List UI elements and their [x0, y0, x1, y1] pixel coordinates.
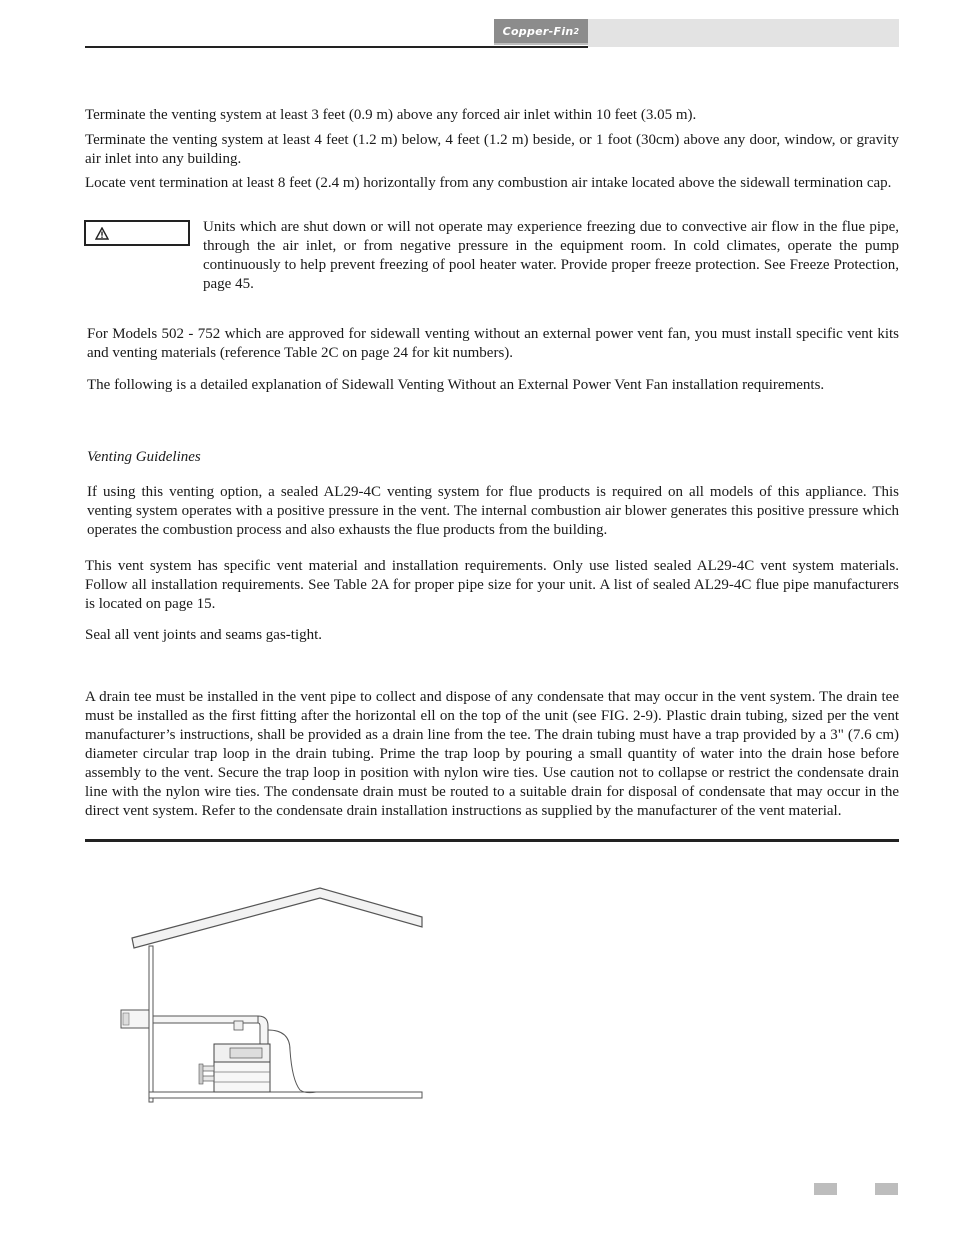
warning-triangle-icon	[95, 227, 109, 240]
paragraph-drain-tee: A drain tee must be installed in the vent pipe to collect and dispose of any condensate that may occur in the vent system. The drain tee must be installed as the first fitting after the horizontal ell on the top of the unit (see FIG. 2-9). Plastic drain tubing, sized per the vent manufacturer’s instructions, shall be provided as a drain line from the tee. The drain tubing must have a trap provided by a 3" (7.6 cm) diameter circular trap loop in the drain tubing. Prime the trap loop by pouring a small quantity of water into the drain hose before assembly to the vent. Secure the trap loop in position with nylon wire ties. Use caution not to collapse or restrict the condensate drain line with the nylon wire ties. The condensate drain must be routed to a suitable drain for disposal of condensate that may occur in the direct vent system. Refer to the condensate drain installation instructions as supplied by the manufacturer of the vent material.	[85, 689, 899, 819]
water-connection	[202, 1066, 214, 1071]
warning-freezing-text: Units which are shut down or will not operate may experience freezing due to convective air flow in the flue pipe, through the air inlet, or from negative pressure in the equipment room. In cold climates, operate the pump continuously to help prevent freezing of pool heater water. Provide proper freeze protection. See Freeze Protection, page 45.	[203, 219, 899, 292]
footer-tab-left	[814, 1183, 837, 1195]
paragraph-sealed-venting: If using this venting option, a sealed AL29-4C venting system for flue products is required on all models of this appliance. This venting system operates with a positive pressure in the vent. The internal combustion air blower generates this positive pressure which operates the combustion process and also exhausts the flue products from the building.	[87, 484, 899, 538]
sidewall-vent-illustration	[110, 880, 430, 1110]
vent-elbow	[258, 1016, 268, 1044]
logo-text: Copper-Fin	[502, 24, 574, 38]
header-rule	[85, 46, 588, 48]
paragraph-vent-materials: This vent system has specific vent material and installation requirements. Only use listed sealed AL29-4C vent system materials. Follow all installation requirements. See Table 2A for proper pipe size for your unit. A list of sealed AL29-4C flue pipe manufacturers is located on page 15.	[85, 558, 899, 612]
brand-logo	[494, 19, 588, 43]
section-rule	[85, 839, 899, 842]
paragraph-seal-joints: Seal all vent joints and seams gas-tight.	[85, 627, 323, 643]
exterior-wall	[149, 946, 153, 1102]
heater-cabinet	[214, 1062, 270, 1092]
venting-guidelines-heading: Venting Guidelines	[87, 449, 201, 465]
water-connection	[202, 1076, 214, 1081]
warning-label-box	[84, 220, 190, 246]
paragraph-forced-air-inlet: Terminate the venting system at least 3 feet (0.9 m) above any forced air inlet within 10 feet (3.05 m).	[85, 107, 697, 123]
drain-tubing	[268, 1030, 316, 1093]
header-band	[588, 19, 899, 47]
paragraph-combustion-intake: Locate vent termination at least 8 feet (2.4 m) horizontally from any combustion air intake located above the sidewall termination cap.	[85, 175, 892, 191]
paragraph-models-502-752: For Models 502 - 752 which are approved for sidewall venting without an external power vent fan, you must install specific vent kits and venting materials (reference Table 2C on page 24 for kit numbers).	[87, 326, 899, 361]
logo-superscript: 2	[573, 26, 580, 36]
roof	[132, 888, 422, 948]
paragraph-detailed-explanation: The following is a detailed explanation of Sidewall Venting Without an External Power Vent Fan installation requirements.	[87, 377, 825, 393]
drain-tee	[234, 1021, 243, 1030]
paragraph-door-window-clearance: Terminate the venting system at least 4 feet (1.2 m) below, 4 feet (1.2 m) beside, or 1 foot (30cm) above any door, window, or gravity air inlet into any building.	[85, 132, 899, 167]
floor	[149, 1092, 422, 1098]
footer-tab-right	[875, 1183, 898, 1195]
